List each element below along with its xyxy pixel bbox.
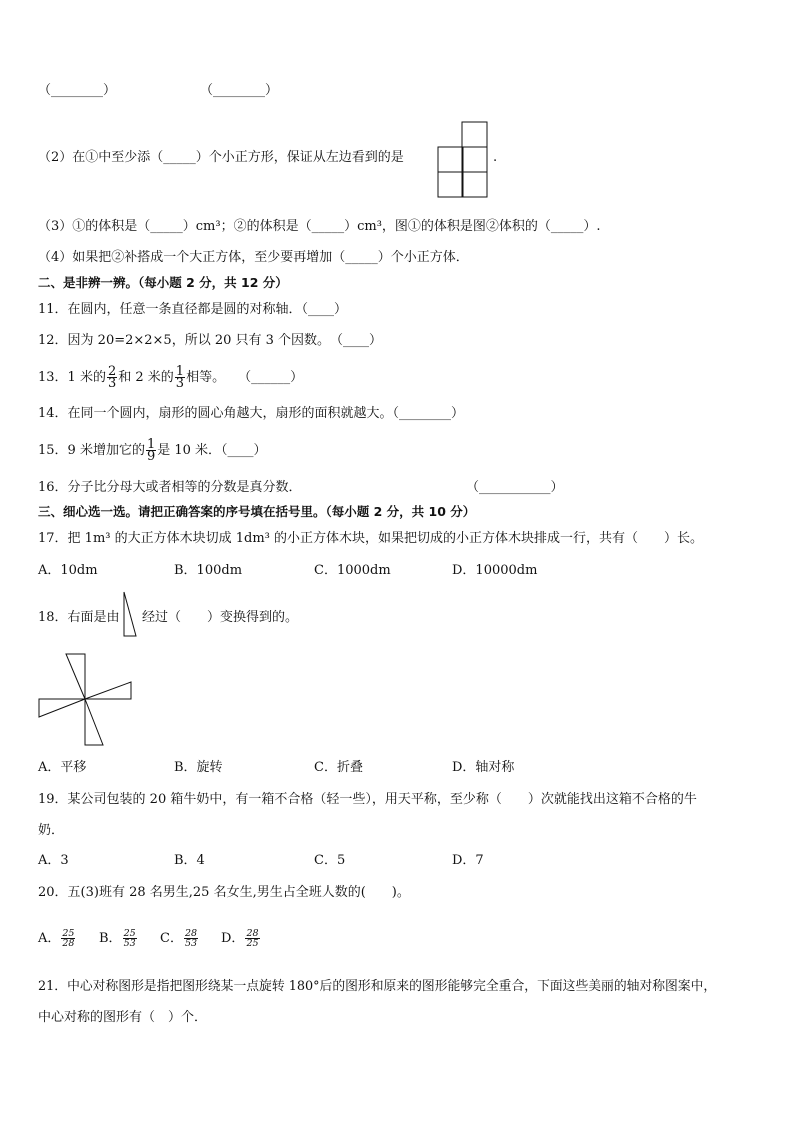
q20-c-label: C． <box>160 931 183 946</box>
q19-line-1: 19．某公司包装的 20 箱牛奶中，有一箱不合格（轻一些），用天平称，至少称（ ）次就能找出这箱不合格的牛 <box>38 792 697 807</box>
q20-b-label: B． <box>99 931 122 946</box>
section-2-title: 二、是非辨一辨。（每小题 2 分，共 12 分） <box>38 275 288 290</box>
q3-text: （3）①的体积是（_____）cm³；②的体积是（_____）cm³，图①的体积是图②体积的（_____）. <box>38 219 601 234</box>
top-blank-1[interactable]: （________） <box>38 83 117 98</box>
q20-d-label: D． <box>221 931 245 946</box>
q2-end: . <box>493 150 498 165</box>
q20-a-den: 28 <box>62 938 75 949</box>
left-view-figure <box>437 121 489 198</box>
q15-part-a: 15．9 米增加它的 <box>38 443 145 458</box>
q15-num: 1 <box>146 437 156 452</box>
q15-den: 9 <box>146 449 156 464</box>
q17-option-c[interactable]: C．1000dm <box>314 563 391 578</box>
q20-d-fraction <box>245 929 259 948</box>
q17-option-d[interactable]: D．10000dm <box>452 563 538 578</box>
q2-text: （2）在①中至少添（_____）个小正方形，保证从左边看到的是 <box>38 150 404 165</box>
q21-line-1: 21．中心对称图形是指把图形绕某一点旋转 180°后的图形和原来的图形能够完全重合，下面这些美丽的轴对称图案中， <box>38 979 717 994</box>
q16-blank[interactable]: （___________） <box>466 480 564 495</box>
q17-option-a[interactable]: A．10dm <box>38 563 98 578</box>
section-3-title: 三、细心选一选。请把正确答案的序号填在括号里。（每小题 2 分，共 10 分） <box>38 504 476 519</box>
q20-d-num: 28 <box>246 928 259 939</box>
q20: 20．五(3)班有 28 名男生,25 名女生,男生占全班人数的( )。 <box>38 885 410 900</box>
q18-option-a[interactable]: A．平移 <box>38 760 87 775</box>
q15 <box>38 439 267 462</box>
q17-option-b[interactable]: B．100dm <box>174 563 243 578</box>
q13-f1-num: 2 <box>107 364 117 379</box>
fraction-2-3 <box>107 366 117 389</box>
q20-d-den: 25 <box>246 938 259 949</box>
fraction-1-9 <box>146 439 156 462</box>
q15-part-b: 是 10 米．（____） <box>157 443 267 458</box>
q18-part-b: 经过（ ）变换得到的。 <box>142 610 299 625</box>
q20-option-c[interactable] <box>160 929 199 948</box>
q13-part-b: 和 2 米的 <box>118 370 174 385</box>
q20-c-fraction <box>184 929 198 948</box>
q21-line-2: 中心对称的图形有（ ）个． <box>38 1010 208 1025</box>
q20-b-den: 53 <box>123 938 136 949</box>
q13 <box>38 366 303 389</box>
q19-option-c[interactable]: C．5 <box>314 853 346 868</box>
q19-line-2: 奶． <box>38 823 65 838</box>
q19-option-a[interactable]: A．3 <box>38 853 69 868</box>
q20-a-num: 25 <box>62 928 75 939</box>
fraction-1-3 <box>175 366 185 389</box>
q13-part-c: 相等。 （______） <box>186 370 304 385</box>
q18-option-c[interactable]: C．折叠 <box>314 760 363 775</box>
q14: 14．在同一个圆内，扇形的圆心角越大，扇形的面积就越大。（________） <box>38 406 465 421</box>
q20-b-num: 25 <box>123 928 136 939</box>
q4-text: （4）如果把②补搭成一个大正方体，至少要再增加（_____）个小正方体． <box>38 250 469 265</box>
q13-f2-den: 3 <box>175 376 185 391</box>
q11: 11．在圆内，任意一条直径都是圆的对称轴．（____） <box>38 302 348 317</box>
q13-part-a: 13．1 米的 <box>38 370 106 385</box>
q20-option-b[interactable] <box>99 929 138 948</box>
q20-option-d[interactable] <box>221 929 261 948</box>
q13-f2-num: 1 <box>175 364 185 379</box>
q20-c-den: 53 <box>184 938 198 949</box>
pinwheel-figure <box>36 652 134 748</box>
q20-b-fraction <box>123 929 137 948</box>
q18-option-b[interactable]: B．旋转 <box>174 760 223 775</box>
top-blank-2[interactable]: （________） <box>200 83 279 98</box>
q17: 17．把 1m³ 的大正方体木块切成 1dm³ 的小正方体木块，如果把切成的小正方体木块排成一行，共有（ ）长。 <box>38 531 704 546</box>
q13-f1-den: 3 <box>107 376 117 391</box>
triangle-shape-icon <box>122 590 138 638</box>
q20-option-a[interactable] <box>38 929 76 948</box>
q18-part-a: 18．右面是由 <box>38 610 120 625</box>
q19-option-b[interactable]: B．4 <box>174 853 205 868</box>
q18-option-d[interactable]: D．轴对称 <box>452 760 515 775</box>
q12: 12．因为 20=2×2×5，所以 20 只有 3 个因数。 （____） <box>38 333 383 348</box>
q19-option-d[interactable]: D．7 <box>452 853 484 868</box>
q16-text: 16．分子比分母大或者相等的分数是真分数． <box>38 480 302 495</box>
q20-a-label: A． <box>38 931 61 946</box>
q20-c-num: 28 <box>184 928 198 939</box>
q20-a-fraction <box>61 929 75 948</box>
